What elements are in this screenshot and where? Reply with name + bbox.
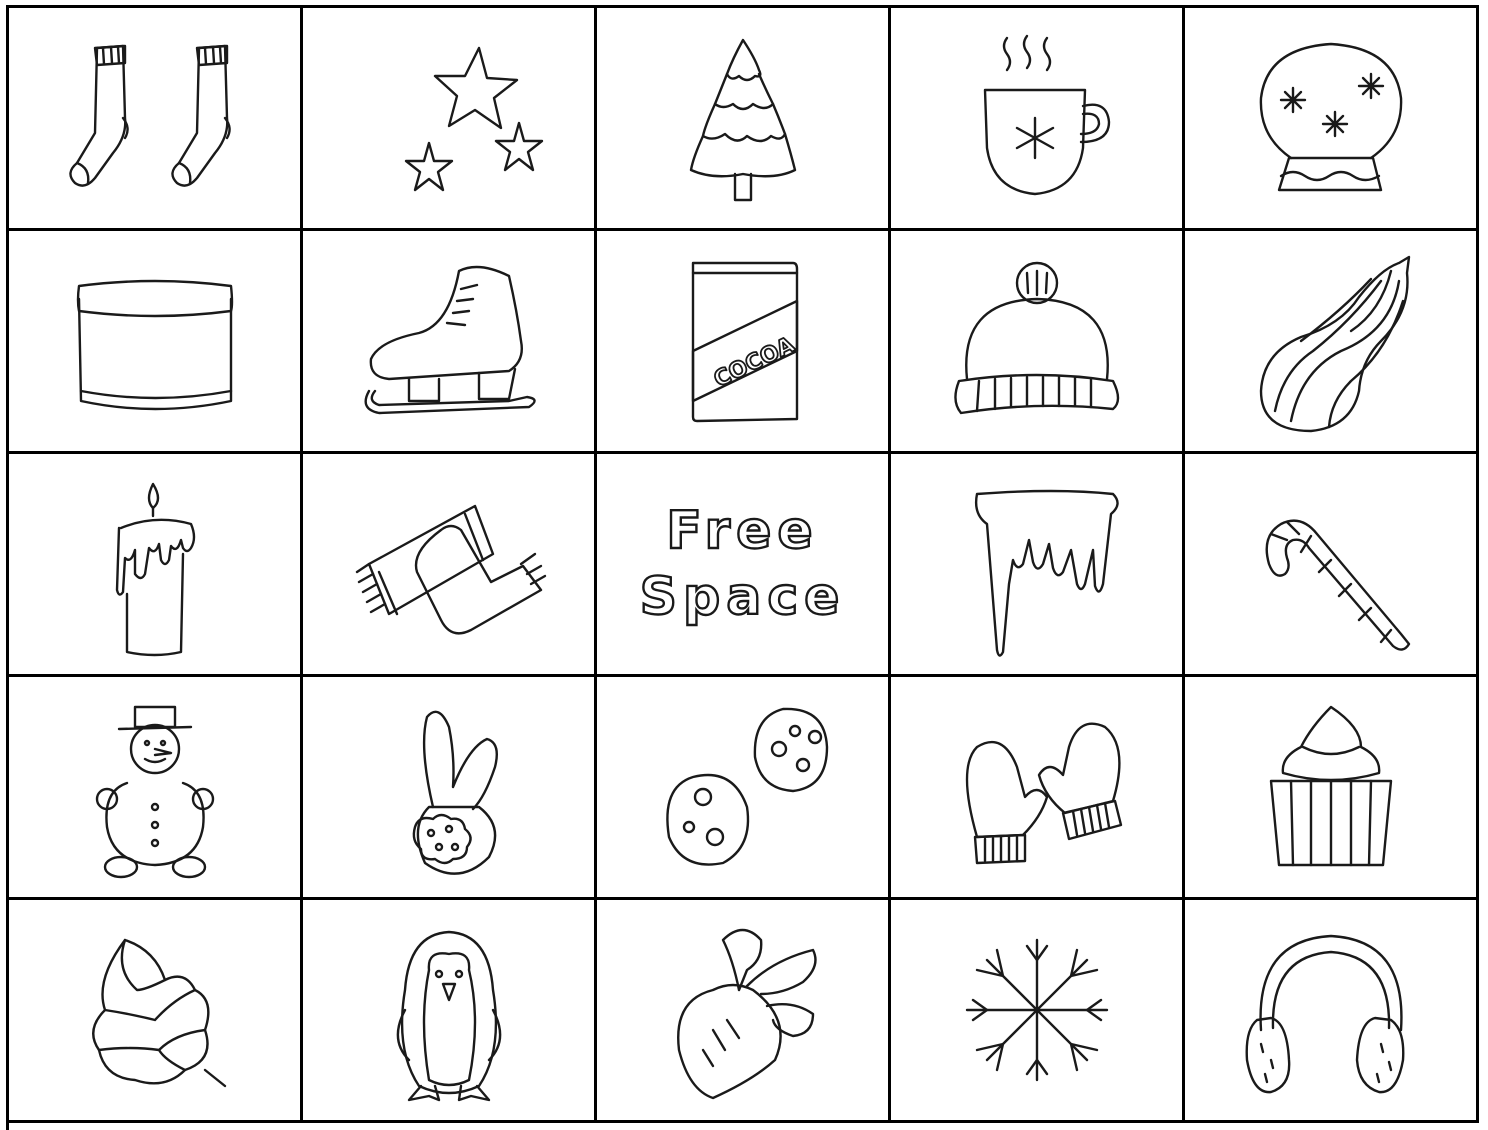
- bingo-cell-penguin: [303, 900, 597, 1123]
- cocoa-label: COCOA: [709, 332, 799, 393]
- bingo-cell-cookies: [597, 677, 891, 900]
- bingo-cell-icicle: [891, 454, 1185, 677]
- stars-icon: [349, 18, 549, 218]
- candy-cane-icon: [1231, 464, 1431, 664]
- icicle-icon: [937, 464, 1137, 664]
- hot-drink-mug-icon: [937, 18, 1137, 218]
- bingo-cell-christmas-tree: [597, 8, 891, 231]
- bingo-cell-snowman: [9, 677, 303, 900]
- bingo-cell-beet: [597, 900, 891, 1123]
- bingo-cell-pinecone: [9, 900, 303, 1123]
- penguin-icon: [349, 910, 549, 1110]
- bingo-bunny-icon: [349, 687, 549, 887]
- bingo-cell-scarf: [303, 454, 597, 677]
- bingo-cell-stars: [303, 8, 597, 231]
- pinecone-icon: [55, 910, 255, 1110]
- bingo-cell-snow-globe: [1185, 8, 1479, 231]
- bingo-cell-winter-hat: [891, 231, 1185, 454]
- squash-icon: [1231, 241, 1431, 441]
- bingo-cell-ice-skate: [303, 231, 597, 454]
- bingo-cell-snowflake: [891, 900, 1185, 1123]
- free-space-line2: Space: [639, 567, 846, 627]
- winter-hat-icon: [937, 241, 1137, 441]
- bingo-cell-mittens: [891, 677, 1185, 900]
- bingo-cell-hot-drink: [891, 8, 1185, 231]
- bingo-cell-earmuffs: [1185, 900, 1479, 1123]
- bingo-cell-cupcake: [1185, 677, 1479, 900]
- scarf-icon: [349, 464, 549, 664]
- cocoa-box-icon: [643, 241, 843, 441]
- bingo-cell-candy-cane: [1185, 454, 1479, 677]
- earmuffs-icon: [1231, 910, 1431, 1110]
- bingo-board: [6, 5, 1479, 1130]
- bingo-cell-bunny: [303, 677, 597, 900]
- snow-globe-icon: [1231, 18, 1431, 218]
- free-space-label: [640, 498, 846, 630]
- beet-icon: [643, 910, 843, 1110]
- free-space-line1: Free: [666, 501, 819, 561]
- snowflake-icon: [937, 910, 1137, 1110]
- socks-icon: [55, 18, 255, 218]
- christmas-tree-icon: [643, 18, 843, 218]
- bingo-cell-squash: [1185, 231, 1479, 454]
- candle-icon: [55, 464, 255, 664]
- ice-skate-icon: [349, 241, 549, 441]
- bingo-cell-free-space: [597, 454, 891, 677]
- cupcake-icon: [1231, 687, 1431, 887]
- bingo-cell-socks: [9, 8, 303, 231]
- snowman-icon: [55, 687, 255, 887]
- marshmallow-icon: [55, 241, 255, 441]
- mittens-icon: [937, 687, 1137, 887]
- cookies-icon: [643, 687, 843, 887]
- bingo-cell-candle: [9, 454, 303, 677]
- bingo-cell-cocoa: [597, 231, 891, 454]
- bingo-cell-marshmallow: [9, 231, 303, 454]
